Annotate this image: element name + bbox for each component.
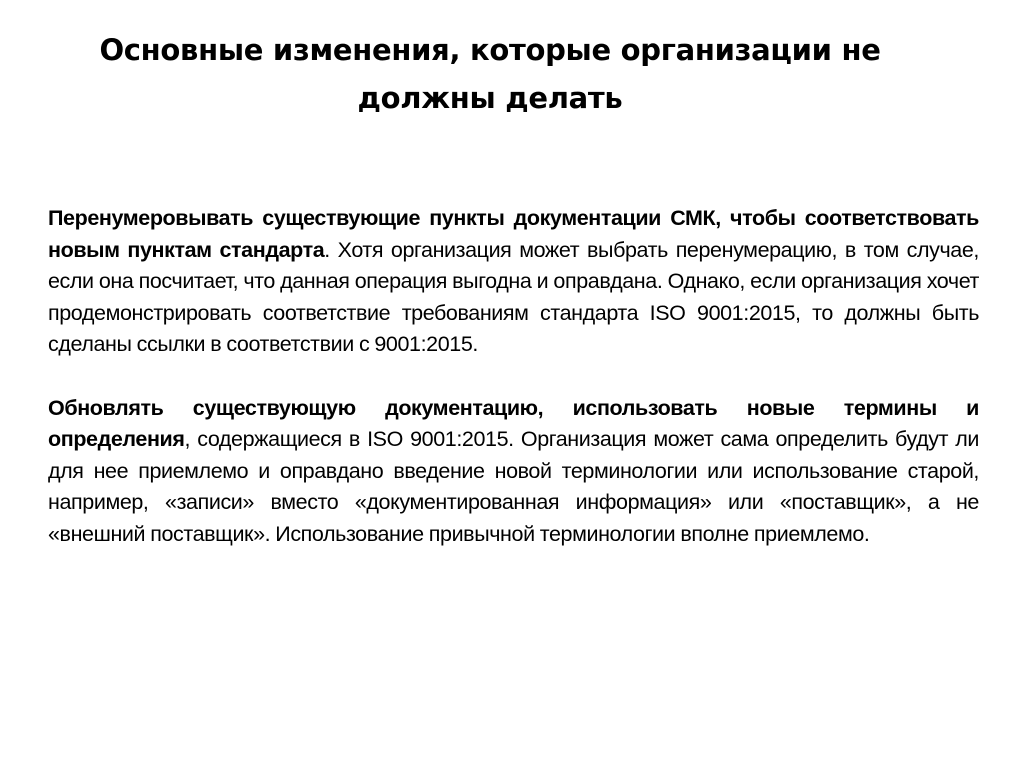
- paragraph-renumbering-text: . Хотя организация может выбрать перенумерацию, в том случае, если она посчитает, что данная операция выгодна и оправдана. Однако, если организация хочет продемонстрировать соответствие требованиям стандарта ISO 9001:2015, то должны быть сделаны ссылки в соответствии с 9001:2015.: [48, 237, 979, 356]
- paragraph-terminology: [48, 393, 979, 551]
- paragraph-terminology-heading: Обновлять существующую документацию, использовать новые термины и определения: [48, 395, 979, 451]
- slide-title: Основные изменения, которые организации не должны делать: [99, 33, 881, 115]
- slide-body: [48, 203, 979, 582]
- paragraph-renumbering: [48, 203, 979, 361]
- paragraph-renumbering-heading: Перенумеровывать существующие пункты документации СМК, чтобы соответствовать новым пунктам стандарта: [48, 206, 979, 262]
- paragraph-terminology-text: , содержащиеся в ISO 9001:2015. Организация может сама определить будут ли для нее приемлемо и оправдано введение новой терминологии или использование старой, например, «записи» вместо «документированная информация» или «поставщик», а не «внешний поставщик». Использование привычной терминологии вполне приемлемо.: [48, 427, 979, 546]
